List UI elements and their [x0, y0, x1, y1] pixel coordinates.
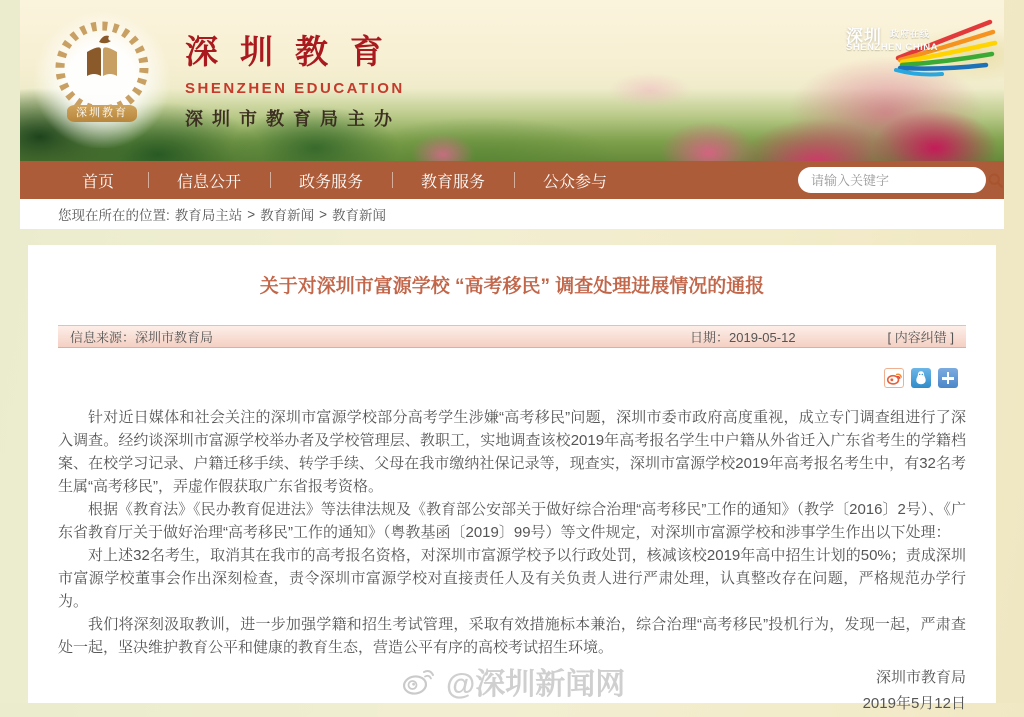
gov-logo-chinese: 深圳 — [846, 27, 882, 46]
nav-item-public-participation[interactable]: 公众参与 — [514, 161, 636, 199]
gov-logo-small-text: 政府在线 — [890, 29, 931, 39]
search-icon[interactable] — [987, 172, 1004, 189]
breadcrumb-separator: > — [247, 206, 256, 222]
share-more-icon[interactable] — [938, 368, 958, 388]
article-title: 关于对深圳市富源学校 “高考移民” 调查处理进展情况的通报 — [259, 276, 765, 297]
header-banner — [20, 0, 1004, 161]
breadcrumb-item-edu-news[interactable]: 教育新闻 — [260, 208, 315, 223]
nav-item-info-disclosure[interactable]: 信息公开 — [148, 161, 270, 199]
signature-agency: 深圳市教育局 — [875, 669, 966, 686]
tencent-weibo-share-icon[interactable] — [911, 368, 931, 388]
paragraph-future-measures: 我们将深刻汲取教训，进一步加强学籍和招生考试管理，采取有效措施标本兼治，综合治理“高考移民”投机行为，发现一起，严肃查处一起，坚决维护教育公平和健康的教育生态，营造公平有序的高校考试招生环境。 — [58, 616, 966, 656]
sina-weibo-share-icon[interactable] — [884, 368, 904, 388]
article-source: 信息来源：深圳市教育局 — [70, 330, 214, 345]
nav-item-home[interactable]: 首页 — [81, 173, 114, 191]
article-date: 日期：2019-05-12 — [690, 330, 796, 345]
share-buttons — [28, 368, 958, 388]
nav-item-edu-services[interactable]: 教育服务 — [392, 161, 514, 199]
paragraph-legal-basis: 根据《教育法》《民办教育促进法》等法律法规及《教育部公安部关于做好综合治理“高考移民”工作的通知》（教学〔2016〕2号）、《广东省教育厅关于做好治理“高考移民”工作的通知》（粤教基函〔2019〕99号）等文件规定，对深圳市富源学校和涉事学生作出以下处理： — [58, 501, 966, 541]
article-body — [58, 406, 966, 659]
search-box[interactable] — [798, 167, 986, 193]
education-bureau-seal-logo — [34, 12, 170, 148]
seal-badge-label: 深圳教育 — [67, 105, 137, 122]
site-container — [20, 0, 1004, 712]
article-info-bar — [58, 325, 966, 348]
breadcrumb-separator: > — [319, 206, 328, 222]
signature-block — [28, 665, 966, 717]
article-card — [28, 245, 996, 712]
breadcrumb-label: 您现在所在的位置: — [58, 208, 170, 223]
shenzhen-gov-logo — [838, 20, 998, 78]
paragraph-investigation: 针对近日媒体和社会关注的深圳市富源学校部分高考学生涉嫌“高考移民”问题，深圳市委市政府高度重视，成立专门调查组进行了深入调查。经约谈深圳市富源学校举办者及学校管理层、教职工，实地调查该校2019年高考报名学生中户籍从外省迁入广东省考生的学籍档案、在校学习记录、户籍迁移手续、转学手续、父母在我市缴纳社保记录等，现查实，深圳市富源学校2019年高考报名考生中，有32名考生属“高考移民”，弄虚作假获取广东省报考资格。 — [58, 409, 966, 495]
nav-list — [48, 161, 636, 199]
site-title-chinese: 深圳教育 — [185, 35, 405, 71]
tencent-penguin-icon — [911, 368, 931, 388]
paragraph-penalties: 对上述32名考生，取消其在我市的高考报名资格，对深圳市富源学校予以行政处罚，核减该校2019年高中招生计划的50%；责成深圳市富源学校董事会作出深刻检查，责令深圳市富源学校对直接责任人及有关负责人进行严肃处理，认真整改存在问题，严格规范办学行为。 — [58, 547, 966, 610]
content-correction-link[interactable]: [ 内容纠错 ] — [887, 330, 954, 345]
main-nav — [20, 161, 1004, 199]
site-title-english: SHENZHEN EDUCATION — [185, 80, 405, 97]
watermark-text: @深圳新闻网 — [446, 668, 626, 701]
gov-logo-english: SHENZHEN CHINA — [846, 42, 938, 53]
sina-weibo-icon — [885, 369, 903, 387]
breadcrumb-item-edu-news-2[interactable]: 教育新闻 — [332, 208, 387, 223]
nav-item-gov-services[interactable]: 政务服务 — [270, 161, 392, 199]
signature-date: 2019年5月12日 — [862, 695, 966, 712]
site-title-block — [185, 26, 405, 131]
breadcrumb-item-main-site[interactable]: 教育局主站 — [174, 208, 243, 223]
search-input[interactable] — [811, 173, 987, 188]
site-subtitle: 深圳市教育局主办 — [185, 109, 401, 129]
breadcrumb — [20, 199, 1004, 229]
